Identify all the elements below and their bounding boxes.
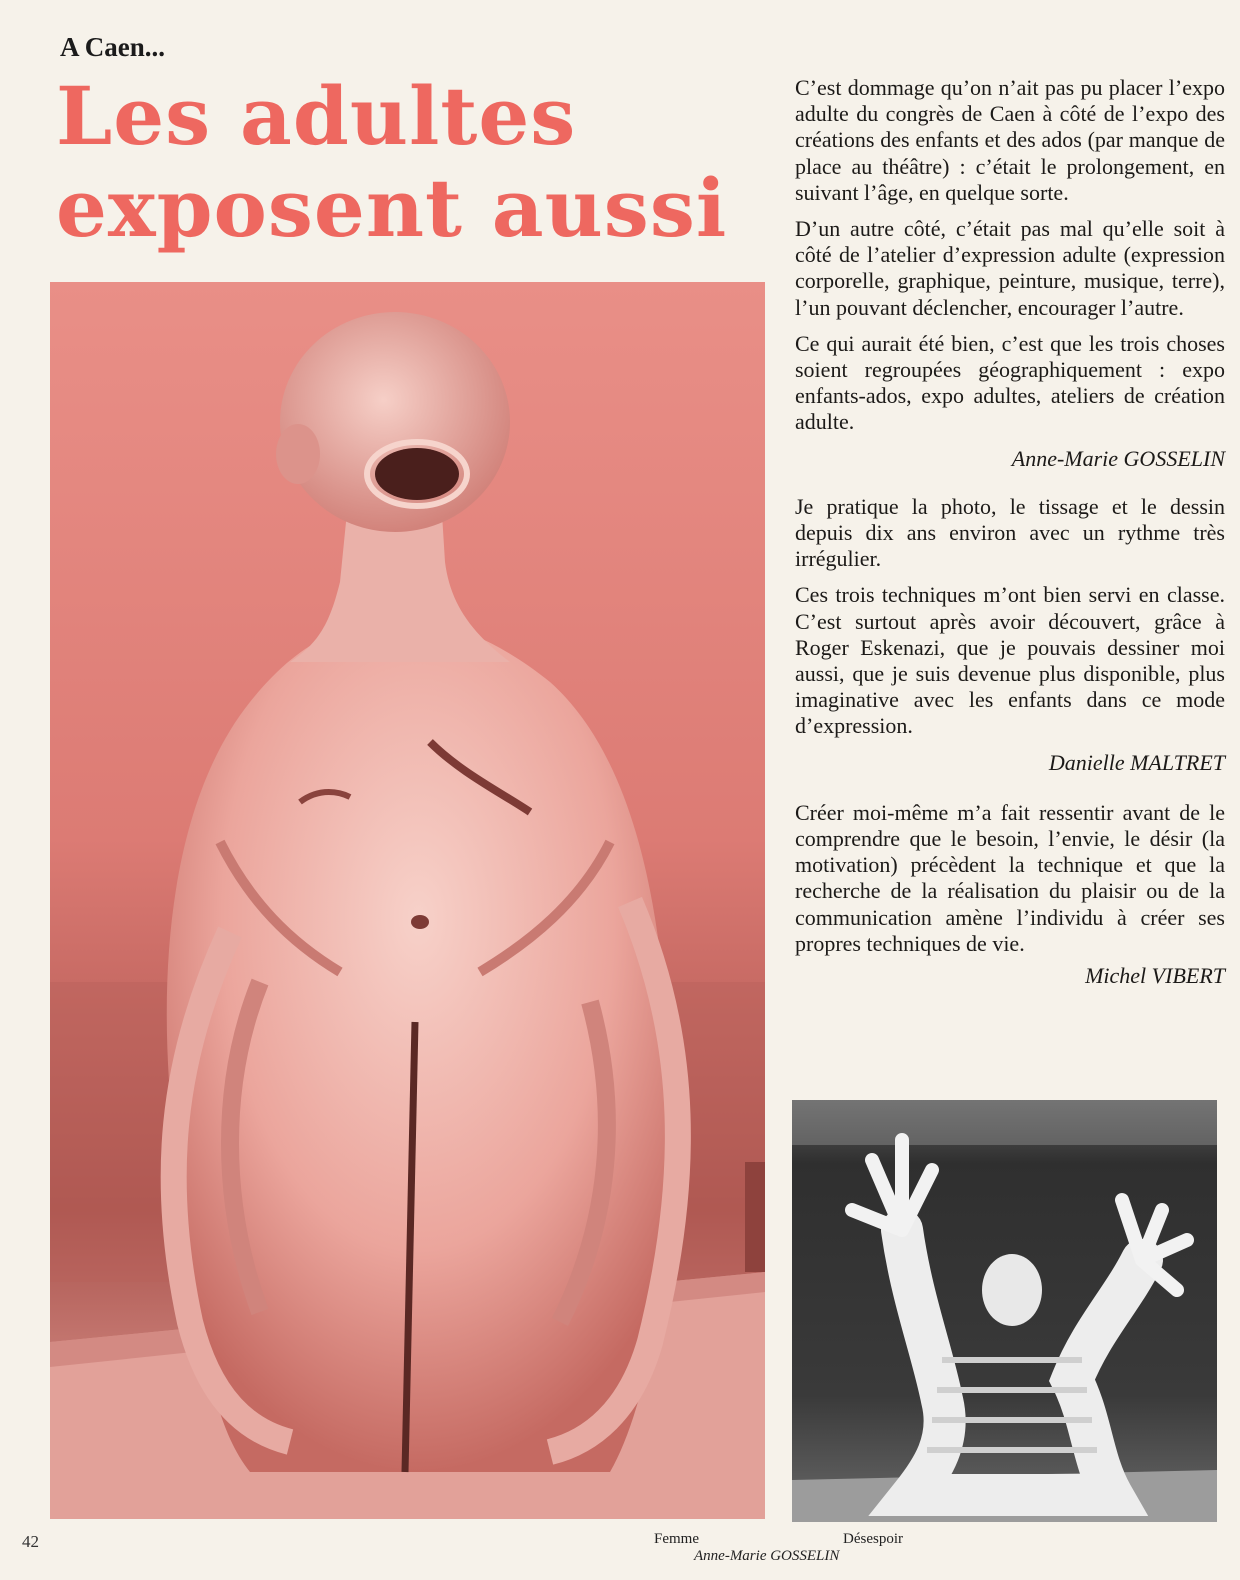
article-column (795, 75, 1225, 1013)
article1-paragraph: Ce qui aurait été bien, c’est que les trois choses soient regroupées géographiquement : expo enfants-ados, expo adultes, ateliers de création adulte. (795, 330, 1225, 435)
headline-line-2: exposent aussi (56, 161, 728, 255)
photo-femme-sculpture (50, 282, 765, 1519)
article1-paragraph: D’un autre côté, c’était pas mal qu’elle soit à côté de l’atelier d’expression adulte (expression corporelle, graphique, peinture, musique, terre), l’un pouvant déclencher, encourager l’autre. (795, 216, 1225, 320)
photo-caption-desespoir: Désespoir (843, 1531, 903, 1547)
kicker: A Caen... (60, 32, 166, 62)
article2-paragraph: Ces trois techniques m’ont bien servi en classe. C’est surtout après avoir découvert, grâce à Roger Eskenazi, que je pouvais dessiner moi aussi, que je suis devenue plus disponible, plus imaginative avec les enfants dans ce mode d’expression. (795, 582, 1225, 739)
photo-caption-femme: Femme (654, 1531, 699, 1547)
photo-desespoir-sculpture (792, 1100, 1217, 1522)
sculpture-femme-illustration (50, 282, 765, 1519)
article3-author: Michel VIBERT (1085, 963, 1225, 989)
photo-caption-author: Anne-Marie GOSSELIN (694, 1548, 840, 1564)
page-number: 42 (22, 1532, 39, 1551)
article3-paragraph: Créer moi-même m’a fait ressentir avant de le comprendre que le besoin, l’envie, le désir (la motivation) précèdent la technique et que la recherche de la réalisation du plaisir ou de la communication amène l’individu à créer ses propres techniques de vie. (795, 799, 1225, 956)
headline-line-1: Les adultes (56, 69, 577, 163)
headline (56, 70, 796, 254)
article1-paragraph: C’est dommage qu’on n’ait pas pu placer l’expo adulte du congrès de Caen à côté de l’expo des créations des enfants et des ados (par manque de place au théâtre) : c’était le prolongement, en suivant l’âge, en quelque sorte. (795, 75, 1225, 205)
sculpture-desespoir-illustration (792, 1100, 1217, 1522)
article2-author: Danielle MALTRET (1048, 749, 1225, 775)
article1-author: Anne-Marie GOSSELIN (1011, 445, 1225, 471)
article2-paragraph: Je pratique la photo, le tissage et le dessin depuis dix ans environ avec un rythme très irrégulier. (795, 493, 1225, 572)
